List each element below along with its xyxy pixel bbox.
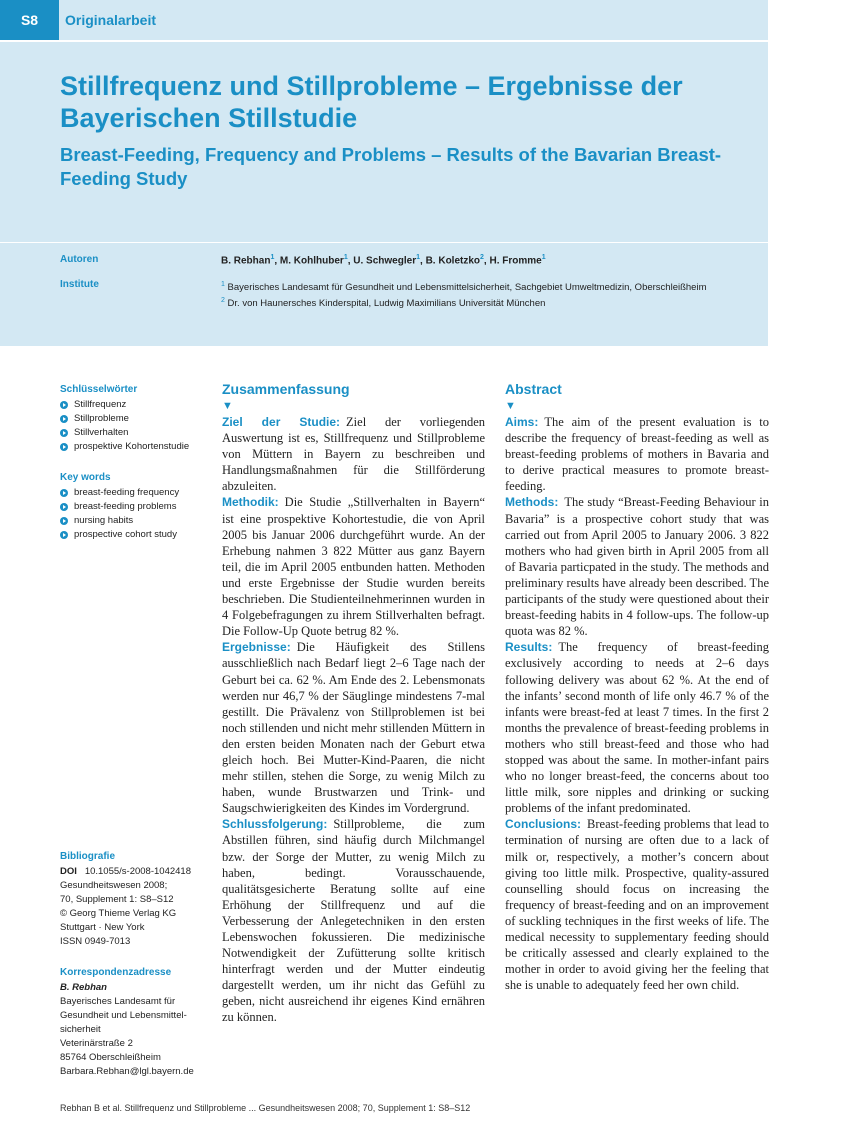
institute-entry	[221, 279, 706, 295]
author-name: H. Fromme	[489, 255, 542, 267]
section-label: Results:	[505, 640, 553, 655]
address-line: 85764 Oberschleißheim	[60, 1052, 161, 1063]
abstract-german-heading: Zusammenfassung	[222, 381, 350, 397]
keyword-text: prospektive Kohortenstudie	[74, 441, 190, 452]
keyword-text: Stillfrequenz	[74, 399, 127, 410]
meta-divider	[0, 242, 768, 243]
section-text: The frequency of breast-feeding exclusively according to needs at 2–6 days following delivery was about 62 %. At the end of the infants’ second month of life only 46.7 % of the infants were breast-fed at least 7 times. In the first 2 months the prevalence of breast-feeding problems in mothers who still breast-feed and those who had stopped was about the same. In mother-infant pairs who no longer breast-feed, the concerns about too little milk, sore nipples and drinking or sucking problems of the infant predominated.	[505, 640, 769, 816]
keyword-text: breast-feeding problems	[74, 501, 177, 512]
author-affiliation: 1	[541, 254, 546, 261]
triangle-down-icon: ▼	[222, 400, 233, 412]
abstract-german	[222, 381, 485, 1026]
authors-list	[221, 254, 546, 266]
citation-line: Gesundheitswesen 2008;	[60, 880, 168, 891]
correspondence	[60, 966, 210, 1079]
address-line: Gesundheit und Lebensmittel-	[60, 1010, 187, 1021]
title-german: Stillfrequenz und Stillprobleme – Ergebnisse der Bayerischen Stillstudie	[60, 71, 683, 133]
keyword-item	[60, 426, 210, 440]
abstract-paragraph	[505, 639, 769, 816]
section-text: The study “Breast-Feeding Behaviour in Bavaria” is a prospective cohort study that was carried out from April 2005 to January 2006. 3 822 mothers who had given birth in April 2005 from all of Bavaria particpated in the study. The methods and preliminary results have already been described. The participants of the study were questioned about their breast-feeding habits in 4 follow-ups. The follow-up quota was 82 %.	[505, 495, 769, 639]
abstract-paragraph	[222, 414, 485, 494]
section-text: Breast-feeding problems that lead to termination of nursing are often due to a lack of milk or, respectively, a mother’s concern about giving too little milk. Prospective, quality-assured counselling should focus on increasing the frequency of breast-feeding and on an improvement of suckling techniques in the first weeks of life. The medical necessity to supplementary feeding should be critically assessed and clearly explained to the mother in order to avoid giving her the feeling that she is unable to adequately feed her own child.	[505, 817, 769, 993]
section-label: Originalarbeit	[65, 12, 157, 28]
correspondence-heading: Korrespondenzadresse	[60, 967, 172, 978]
author-name: B. Koletzko	[425, 255, 481, 267]
author-affiliation: 1	[343, 254, 348, 261]
email-link[interactable]: Barbara.Rebhan@lgl.bayern.de	[60, 1066, 194, 1077]
abstract-paragraph	[222, 816, 485, 1025]
keyword-item	[60, 440, 210, 454]
bullet-arrow-icon	[60, 517, 68, 525]
section-text: Ziel der vorliegenden Auswertung ist es, Stillfrequenz und Stillprobleme von Müttern in Bayern zu beschreiben und Handlungsmaßnahmen für die Stillförderung abzuleiten.	[222, 415, 485, 494]
bibliography-heading: Bibliografie	[60, 851, 116, 862]
section-text: Stillprobleme, die zum Abstillen führen, sind häufig durch Milchmangel bzw. der Sorge der Mutter, zu wenig Milch zu haben, bedingt. Vorausschauende, qualitätsgesicherte Beratung sollte auf eine Erhöhung der Stillfrequenz und auf die Verbesserung der Anlegetechniken in den ersten Lebenswochen fokussieren. Die medizinische Notwendigkeit der Zufütterung sollte kritisch hinterfragt werden und der Mutter eindeutig dargestellt werden, um ihr nicht das Gefühl zu geben, nicht ausreichend ihr eigenes Kind ernähren zu können.	[222, 817, 485, 1025]
author-affiliation: 1	[416, 254, 420, 261]
doi-value: 10.1055/s-2008-1042418	[84, 866, 191, 877]
section-label: Methods:	[505, 495, 559, 510]
bullet-arrow-icon	[60, 415, 68, 423]
keyword-item	[60, 528, 210, 542]
correspondence-name: B. Rebhan	[60, 982, 107, 993]
bibliography	[60, 850, 210, 949]
keyword-text: nursing habits	[74, 515, 134, 526]
section-label: Methodik:	[222, 495, 279, 510]
author-separator: ,	[483, 255, 490, 267]
keyword-text: breast-feeding frequency	[74, 487, 180, 498]
section-text: Die Studie „Stillverhalten in Bayern“ ist eine prospektive Kohortestudie, die von April 2005 bis Januar 2006 durchgeführt wurde. An der Erhebung nahmen 3 822 Mütter aus ganz Bayern teil, die im April 2005 entbunden hatten. Methoden und erste Ergebnisse der Studie wurden bereits beschrieben. Die Studienteilnehmerinnen wurden in 4 Folgebefragungen zu ihrem Stillverhalten befragt. Die Follow-Up Quote betrug 82 %.	[222, 495, 485, 639]
authors-label: Autoren	[60, 254, 99, 265]
author-separator: ,	[347, 255, 354, 267]
keyword-item	[60, 486, 210, 500]
section-label: Aims:	[505, 415, 539, 429]
institute-label: Institute	[60, 279, 99, 290]
citation-line: 70, Supplement 1: S8–S12	[60, 894, 174, 905]
section-label: Ziel der Studie:	[222, 415, 341, 429]
section-label: Conclusions:	[505, 817, 582, 832]
address-line: sicherheit	[60, 1024, 101, 1035]
author-affiliation: 1	[270, 254, 275, 261]
abstract-paragraph	[505, 816, 769, 993]
abstract-paragraph	[505, 414, 769, 494]
institute-number: 2	[221, 296, 225, 304]
citation-line: Stuttgart · New York	[60, 922, 145, 933]
keyword-text: prospective cohort study	[74, 529, 177, 540]
author-name: U. Schwegler	[353, 255, 417, 267]
citation-line: ISSN 0949-7013	[60, 936, 131, 947]
bullet-arrow-icon	[60, 531, 68, 539]
author-separator: ,	[274, 255, 280, 267]
keywords-english-heading: Key words	[60, 472, 111, 483]
abstract-paragraph	[505, 494, 769, 639]
address-line: Veterinärstraße 2	[60, 1038, 133, 1049]
keyword-text: Stillprobleme	[74, 413, 129, 424]
section-text: The aim of the present evaluation is to describe the frequency of breast-feeding as well as breast-feeding problems of mothers in Bavaria and to derive practical measures to promote breast-feeding.	[505, 415, 769, 494]
keyword-text: Stillverhalten	[74, 427, 129, 438]
address-line: Bayerisches Landesamt für	[60, 996, 176, 1007]
keywords-english	[60, 471, 210, 542]
title-english: Breast-Feeding, Frequency and Problems – Results of the Bavarian Breast-Feeding Study	[60, 144, 722, 189]
bullet-arrow-icon	[60, 401, 68, 409]
bullet-arrow-icon	[60, 429, 68, 437]
abstract-paragraph	[222, 639, 485, 816]
bullet-arrow-icon	[60, 503, 68, 511]
keywords-german-heading: Schlüsselwörter	[60, 384, 138, 395]
triangle-down-icon: ▼	[505, 400, 516, 412]
page-number-tab: S8	[0, 0, 59, 40]
doi-line	[60, 865, 210, 879]
abstract-paragraph	[222, 494, 485, 639]
header-divider	[0, 40, 768, 42]
institute-number: 1	[221, 281, 225, 288]
author-name: B. Rebhan	[221, 255, 271, 267]
citation-line: © Georg Thieme Verlag KG	[60, 908, 177, 919]
bullet-arrow-icon	[60, 443, 68, 451]
keyword-item	[60, 398, 210, 412]
bullet-arrow-icon	[60, 489, 68, 497]
keyword-item	[60, 412, 210, 426]
author-affiliation: 2	[480, 254, 484, 261]
keyword-item	[60, 514, 210, 528]
abstract-english	[505, 381, 769, 993]
keywords-german	[60, 383, 210, 454]
institute-name: Dr. von Haunersches Kinderspital, Ludwig Maximilians Universität München	[227, 297, 546, 309]
page-footer: Rebhan B et al. Stillfrequenz und Stillprobleme ... Gesundheitswesen 2008; 70, Supplement 1: S8–S12	[60, 1103, 471, 1113]
doi-label: DOI	[60, 866, 77, 877]
section-label: Schlussfolgerung:	[222, 817, 328, 832]
author-separator: ,	[420, 255, 426, 267]
section-label: Ergebnisse:	[222, 640, 291, 655]
section-text: Die Häufigkeit des Stillens ausschließlich nach Bedarf liegt 2–6 Tage nach der Geburt bei ca. 62 %. Am Ende des 2. Lebensmonats werden nur 46,7 % der Säuglinge mindestens 7-mal gestillt. Die Prävalenz von Stillproblemen ist bei noch stillenden und nicht mehr stillenden Müttern in den ersten beiden Monaten nach der Geburt etwa gleich hoch. Bei Mutter-Kind-Paaren, die nicht mehr stillen, stehen die Sorge, zu wenig Milch zu haben, wunde Brustwarzen und Trink- und Saugschwierigkeiten des Kindes im Vordergrund.	[222, 640, 485, 816]
abstract-english-heading: Abstract	[505, 381, 562, 397]
institute-entry	[221, 295, 706, 311]
author-name: M. Kohlhuber	[279, 255, 344, 267]
keyword-item	[60, 500, 210, 514]
institute-name: Bayerisches Landesamt für Gesundheit und Lebensmittelsicherheit, Sachgebiet Umweltmedizin, Oberschleißheim	[227, 282, 707, 294]
institutes-list	[221, 279, 706, 310]
